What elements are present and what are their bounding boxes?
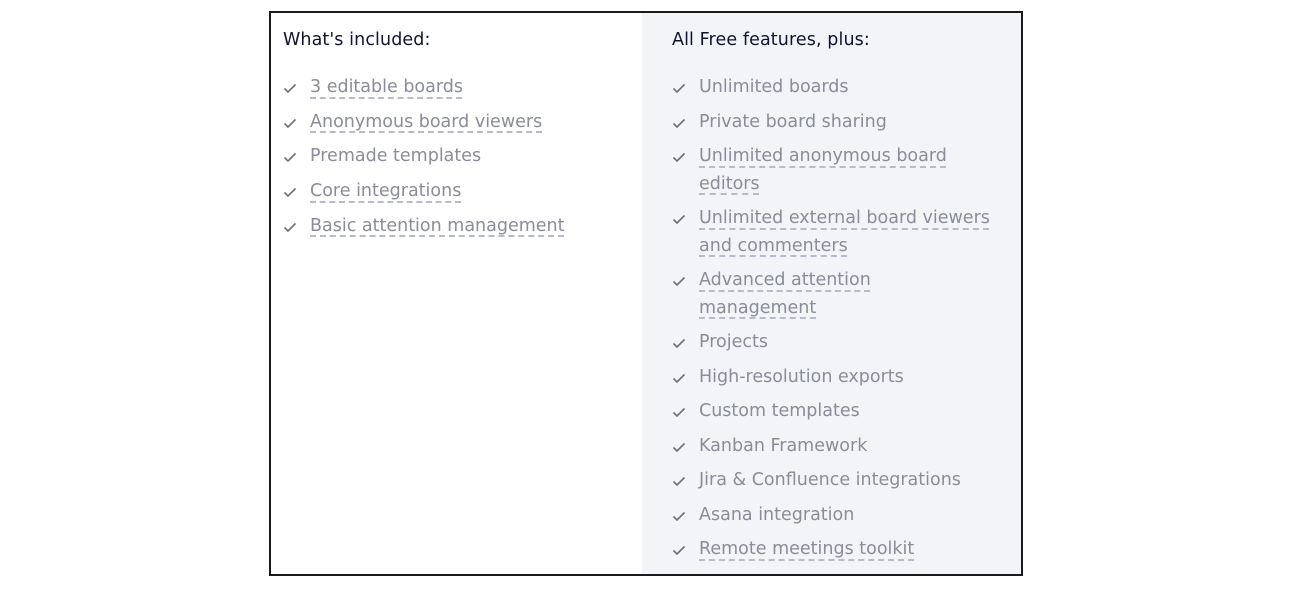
feature-item	[283, 213, 565, 241]
check-icon	[672, 152, 686, 163]
free-feature-list	[283, 74, 565, 247]
check-icon	[672, 407, 686, 418]
feature-label-link[interactable]: Remote meetings toolkit	[699, 539, 915, 559]
feature-label-link[interactable]: Advanced attention management	[699, 270, 871, 318]
check-icon	[283, 187, 297, 198]
feature-label: Kanban Framework	[699, 435, 868, 456]
free-plan-title: What's included:	[283, 30, 431, 50]
feature-label: Premade templates	[310, 146, 482, 167]
check-icon	[672, 442, 686, 453]
check-icon	[283, 118, 297, 129]
feature-label-link[interactable]: Unlimited anonymous board editors	[699, 146, 947, 194]
feature-label-link[interactable]: Basic attention management	[310, 215, 565, 236]
feature-label-link[interactable]: 3 editable boards	[310, 77, 463, 97]
check-icon	[672, 476, 686, 487]
feature-label-link[interactable]: Anonymous board viewers	[310, 111, 543, 132]
feature-item	[672, 329, 1009, 357]
check-icon	[672, 511, 686, 522]
check-icon	[283, 152, 297, 163]
feature-label: Unlimited boards	[699, 77, 849, 97]
feature-item	[283, 109, 565, 137]
check-icon	[672, 276, 686, 287]
feature-item	[672, 536, 1009, 564]
feature-item	[672, 364, 1009, 392]
feature-item	[672, 74, 1009, 102]
check-icon	[672, 214, 686, 225]
check-icon	[672, 83, 686, 94]
feature-label: Custom templates	[699, 401, 860, 421]
feature-label-link[interactable]: Core integrations	[310, 181, 462, 202]
feature-item	[672, 502, 1009, 530]
free-plan-column	[271, 13, 642, 574]
feature-label-link[interactable]: Unlimited external board viewers and commenters	[699, 208, 990, 256]
feature-item	[672, 205, 1009, 260]
check-icon	[672, 373, 686, 384]
plus-plan-column	[642, 13, 1021, 574]
feature-item	[283, 178, 565, 206]
feature-label: Projects	[699, 332, 768, 352]
feature-item	[672, 433, 1009, 461]
feature-item	[283, 143, 565, 171]
plus-plan-title: All Free features, plus:	[672, 30, 870, 50]
check-icon	[672, 338, 686, 349]
feature-item	[672, 143, 1009, 198]
feature-item	[672, 398, 1009, 426]
check-icon	[283, 222, 297, 233]
feature-label: Jira & Confluence integrations	[699, 470, 961, 490]
feature-item	[672, 109, 1009, 137]
feature-label: Private board sharing	[699, 111, 887, 132]
check-icon	[672, 118, 686, 129]
feature-item	[672, 467, 1009, 495]
feature-item	[672, 267, 1009, 322]
plus-feature-list	[672, 74, 1009, 571]
feature-label: Asana integration	[699, 504, 855, 525]
plan-comparison-card	[269, 11, 1023, 576]
check-icon	[672, 545, 686, 556]
feature-item	[283, 74, 565, 102]
feature-label: High-resolution exports	[699, 366, 904, 387]
check-icon	[283, 83, 297, 94]
